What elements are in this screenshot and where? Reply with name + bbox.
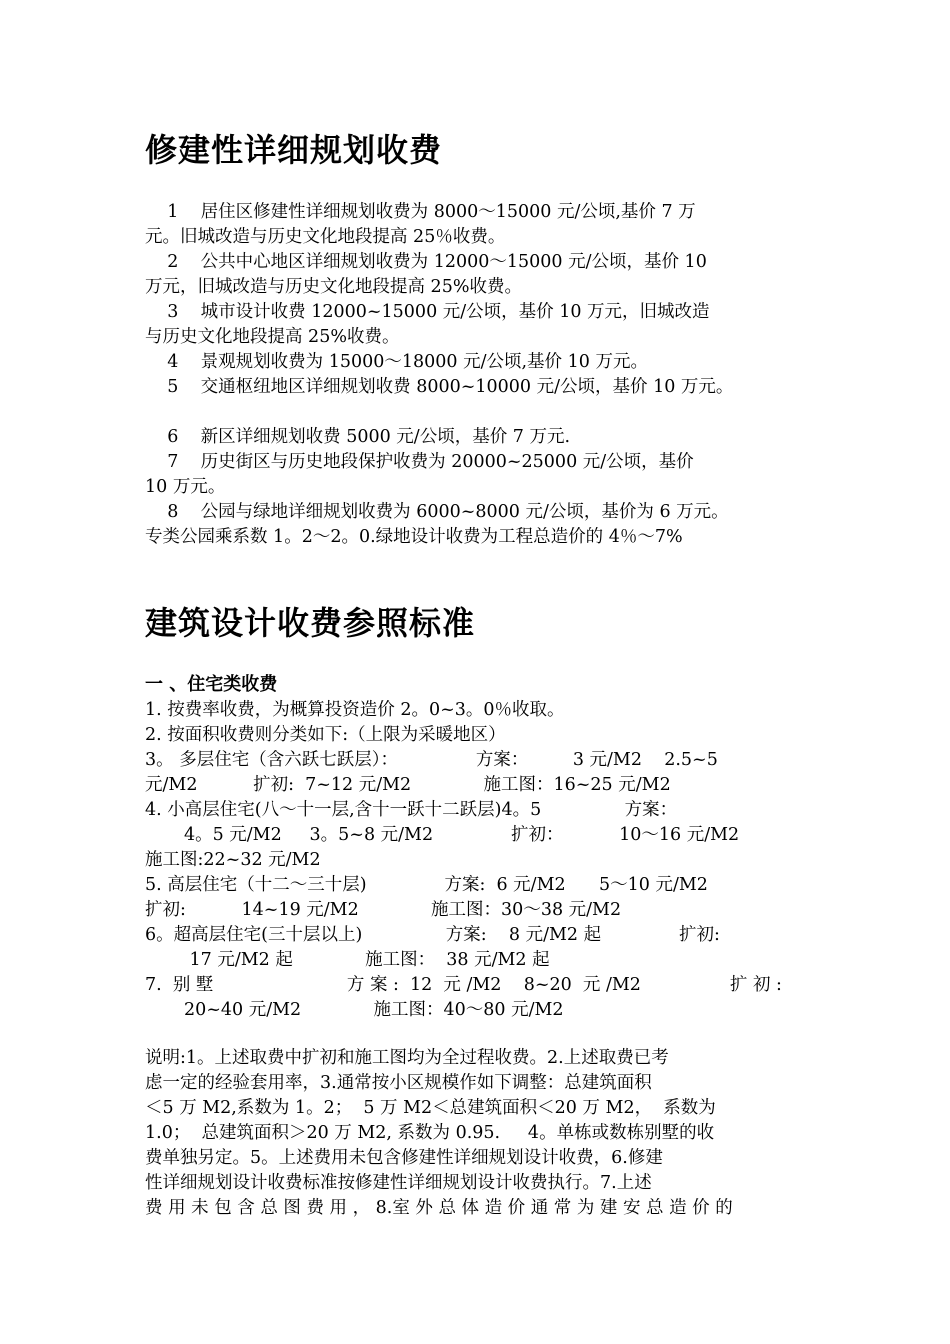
fee-line: 4。5 元/M2 3。5~8 元/M2 扩初： 10～16 元/M2: [145, 825, 740, 845]
paragraph-line: 专类公园乘系数 1。2～2。0.绿地设计收费为工程总造价的 4％～7%: [145, 527, 683, 547]
fee-line: 1. 按费率收费，为概算投资造价 2。0~3。0％收取。: [145, 700, 565, 720]
section-title-detailed-planning-fee: 修建性详细规划收费: [145, 131, 443, 169]
fee-line: 3。 多层住宅（含六跃七跃层）： 方案： 3 元/M2 2.5~5: [145, 750, 718, 770]
fee-line: 元/M2 扩初: 7~12 元/M2 施工图：16~25 元/M2: [145, 775, 671, 795]
fee-line: 17 元/M2 起 施工图： 38 元/M2 起: [145, 950, 550, 970]
fee-line: 施工图:22~32 元/M2: [145, 850, 321, 870]
fee-line: 2. 按面积收费则分类如下:（上限为采暖地区）: [145, 725, 506, 745]
paragraph-line: 7 历史街区与历史地段保护收费为 20000~25000 元/公顷，基价: [145, 452, 694, 472]
notes-line: 费单独另定。5。上述费用未包含修建性详细规划设计收费，6.修建: [145, 1148, 663, 1168]
notes-line: 性详细规划设计收费标准按修建性详细规划设计收费执行。7.上述: [145, 1173, 652, 1193]
notes-line: 1.0； 总建筑面积＞20 万 M2, 系数为 0.95. 4。单栋或数栋别墅的收: [145, 1123, 715, 1143]
section-title-architecture-fee-standard: 建筑设计收费参照标准: [145, 604, 476, 642]
notes-line: 虑一定的经验套用率，3.通常按小区规模作如下调整：总建筑面积: [145, 1073, 652, 1093]
paragraph-line: 万元，旧城改造与历史文化地段提高 25%收费。: [145, 277, 522, 297]
fee-line: 20~40 元/M2 施工图：40～80 元/M2: [145, 1000, 564, 1020]
paragraph-line: 2 公共中心地区详细规划收费为 12000～15000 元/公顷，基价 10: [145, 252, 707, 272]
notes-line: 说明:1。上述取费中扩初和施工图均为全过程收费。2.上述取费已考: [145, 1048, 669, 1068]
paragraph-line: 5 交通枢纽地区详细规划收费 8000~10000 元/公顷，基价 10 万元。: [145, 377, 734, 397]
fee-line: 扩初: 14~19 元/M2 施工图：30～38 元/M2: [145, 900, 622, 920]
subheading-residential-fees: 一 、住宅类收费: [145, 674, 278, 695]
paragraph-line: 元。旧城改造与历史文化地段提高 25％收费。: [145, 227, 506, 247]
fee-line: 4. 小高层住宅(八～十一层,含十一跃十二跃层)4。5 方案：: [145, 800, 678, 820]
paragraph-line: 4 景观规划收费为 15000～18000 元/公顷,基价 10 万元。: [145, 352, 648, 372]
fee-line: 5. 高层住宅（十二～三十层) 方案: 6 元/M2 5～10 元/M2: [145, 875, 708, 895]
paragraph-line: 8 公园与绿地详细规划收费为 6000~8000 元/公顷，基价为 6 万元。: [145, 502, 729, 522]
paragraph-line: 3 城市设计收费 12000~15000 元/公顷，基价 10 万元，旧城改造: [145, 302, 710, 322]
fee-line: 6。超高层住宅(三十层以上) 方案: 8 元/M2 起 扩初:: [145, 925, 720, 945]
notes-line: ＜5 万 M2,系数为 1。2； 5 万 M2＜总建筑面积＜20 万 M2， 系数为: [145, 1098, 716, 1118]
paragraph-line: 6 新区详细规划收费 5000 元/公顷，基价 7 万元.: [145, 427, 571, 447]
notes-line: 费 用 未 包 含 总 图 费 用 ， 8.室 外 总 体 造 价 通 常 为 建 安 总 造 价 的: [145, 1198, 733, 1218]
paragraph-line: 1 居住区修建性详细规划收费为 8000～15000 元/公顷,基价 7 万: [145, 202, 696, 222]
paragraph-line: 与历史文化地段提高 25%收费。: [145, 327, 400, 347]
fee-line: 7. 别 墅 方 案 : 12 元 /M2 8~20 元 /M2 扩 初 :: [145, 975, 782, 995]
paragraph-line: 10 万元。: [145, 477, 226, 497]
